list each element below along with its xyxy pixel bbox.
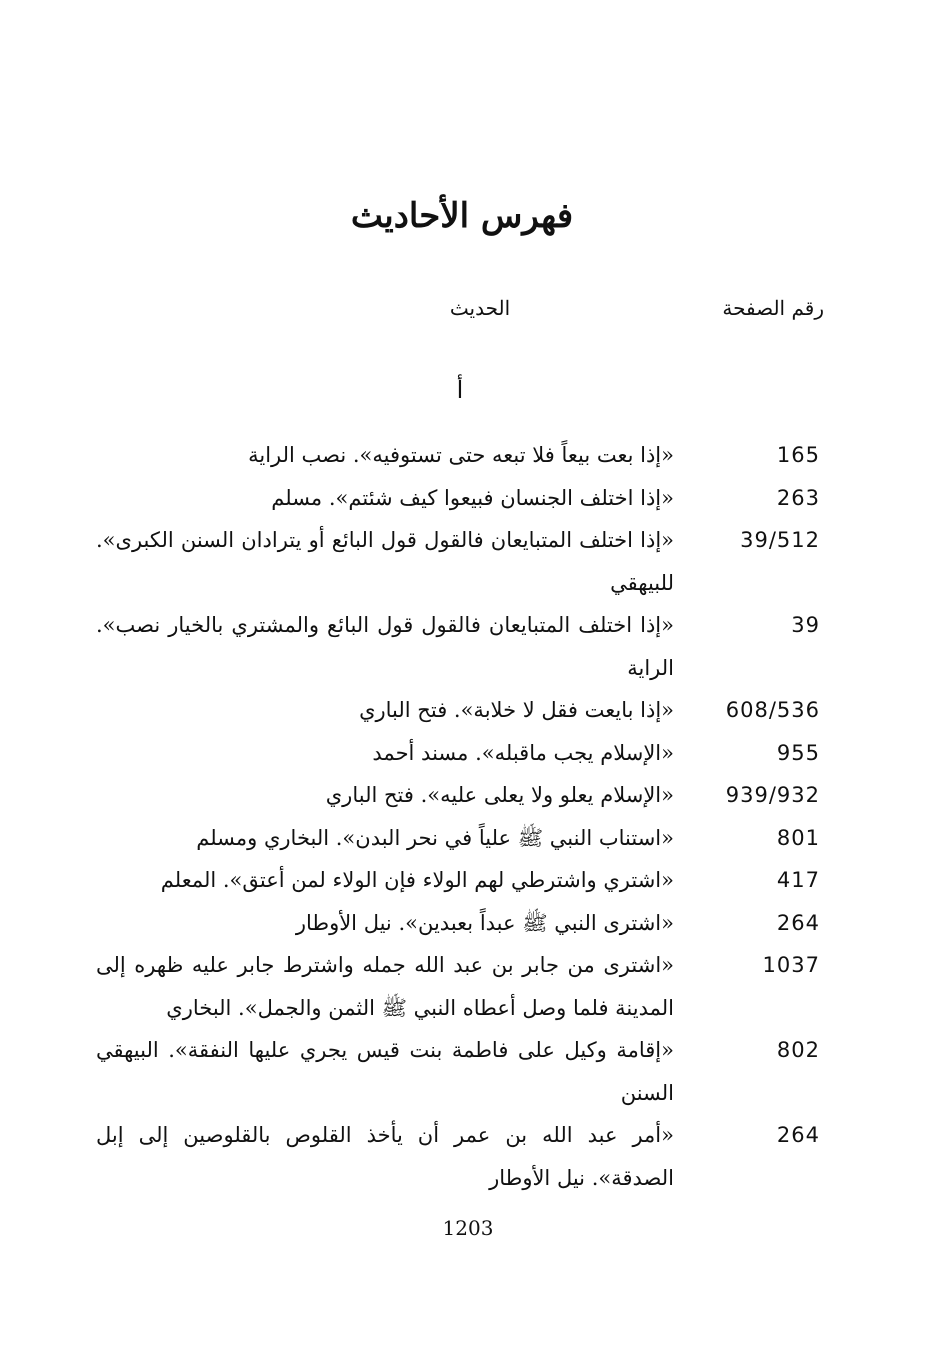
entry-page-numbers: 264 xyxy=(776,910,820,935)
index-entry xyxy=(0,774,936,817)
entry-hadith-text: «اشتري واشترطي لهم الولاء فإن الولاء لمن أعتق». المعلم xyxy=(160,868,674,892)
entry-hadith-text: «إذا اختلف الجنسان فبيعوا كيف شئتم». مسلم xyxy=(271,485,674,510)
section-letter: أ xyxy=(456,376,464,404)
entry-page-numbers: 39 xyxy=(791,613,820,637)
entry-page-numbers: 417 xyxy=(776,868,820,892)
index-entry xyxy=(0,519,936,604)
index-entry xyxy=(0,1114,936,1199)
index-entry xyxy=(0,817,936,860)
page-title: فهرس الأحاديث xyxy=(350,196,574,236)
page-number: 1203 xyxy=(442,1216,494,1240)
entry-hadith-text: «إذا اختلف المتبايعان فالقول قول البائع والمشتري بالخيار نصب». الراية xyxy=(96,613,674,680)
index-entry xyxy=(0,689,936,732)
entry-page-numbers: 263 xyxy=(776,485,820,510)
index-entry xyxy=(0,604,936,689)
entry-hadith-text: «استناب النبي ﷺ علياً في نحر البدن». البخاري ومسلم xyxy=(196,825,674,850)
column-header-hadith: الحديث xyxy=(449,296,511,320)
entry-page-numbers: 1037 xyxy=(762,953,820,977)
entry-hadith-text: «أمر عبد الله بن عمر أن يأخذ القلوص بالقلوصين إلى إبل الصدقة». نيل الأوطار xyxy=(96,1123,674,1190)
entry-hadith-text: «الإسلام يجب ماقبله». مسند أحمد xyxy=(372,740,674,765)
entry-hadith-text: «إذا اختلف المتبايعان فالقول قول البائع أو يترادان السنن الكبرى». للبيهقي xyxy=(96,528,674,595)
index-entry xyxy=(0,434,936,477)
entry-page-numbers: 939/932 xyxy=(725,783,820,807)
entry-page-numbers: 264 xyxy=(776,1123,820,1147)
index-entry xyxy=(0,732,936,775)
entry-page-numbers: 165 xyxy=(776,443,820,467)
entry-page-numbers: 801 xyxy=(776,825,820,850)
hadith-index-list xyxy=(0,434,936,1199)
column-header-page-number: رقم الصفحة xyxy=(722,296,824,320)
entry-hadith-text: «اشترى النبي ﷺ عبداً بعبدين». نيل الأوطار xyxy=(295,910,674,935)
entry-hadith-text: «إذا بعت بيعاً فلا تبعه حتى تستوفيه». نصب الراية xyxy=(248,443,674,467)
entry-hadith-text: «إقامة وكيل على فاطمة بنت قيس يجري عليها النفقة». البيهقي السنن xyxy=(96,1038,674,1105)
index-entry xyxy=(0,1029,936,1114)
entry-hadith-text: «اشترى من جابر بن عبد الله جمله واشترط جابر عليه ظهره إلى المدينة فلما وصل أعطاه النبي ﷺ الثمن والجمل». البخاري xyxy=(96,953,674,1020)
entry-page-numbers: 39/512 xyxy=(740,528,820,552)
entry-page-numbers: 802 xyxy=(776,1038,820,1062)
entry-page-numbers: 608/536 xyxy=(725,698,820,722)
entry-hadith-text: «الإسلام يعلو ولا يعلى عليه». فتح الباري xyxy=(325,783,674,807)
index-entry xyxy=(0,944,936,1029)
index-entry xyxy=(0,902,936,945)
entry-page-numbers: 955 xyxy=(776,740,820,765)
index-entry xyxy=(0,477,936,520)
index-entry xyxy=(0,859,936,902)
entry-hadith-text: «إذا بايعت فقل لا خلابة». فتح الباري xyxy=(359,698,674,722)
